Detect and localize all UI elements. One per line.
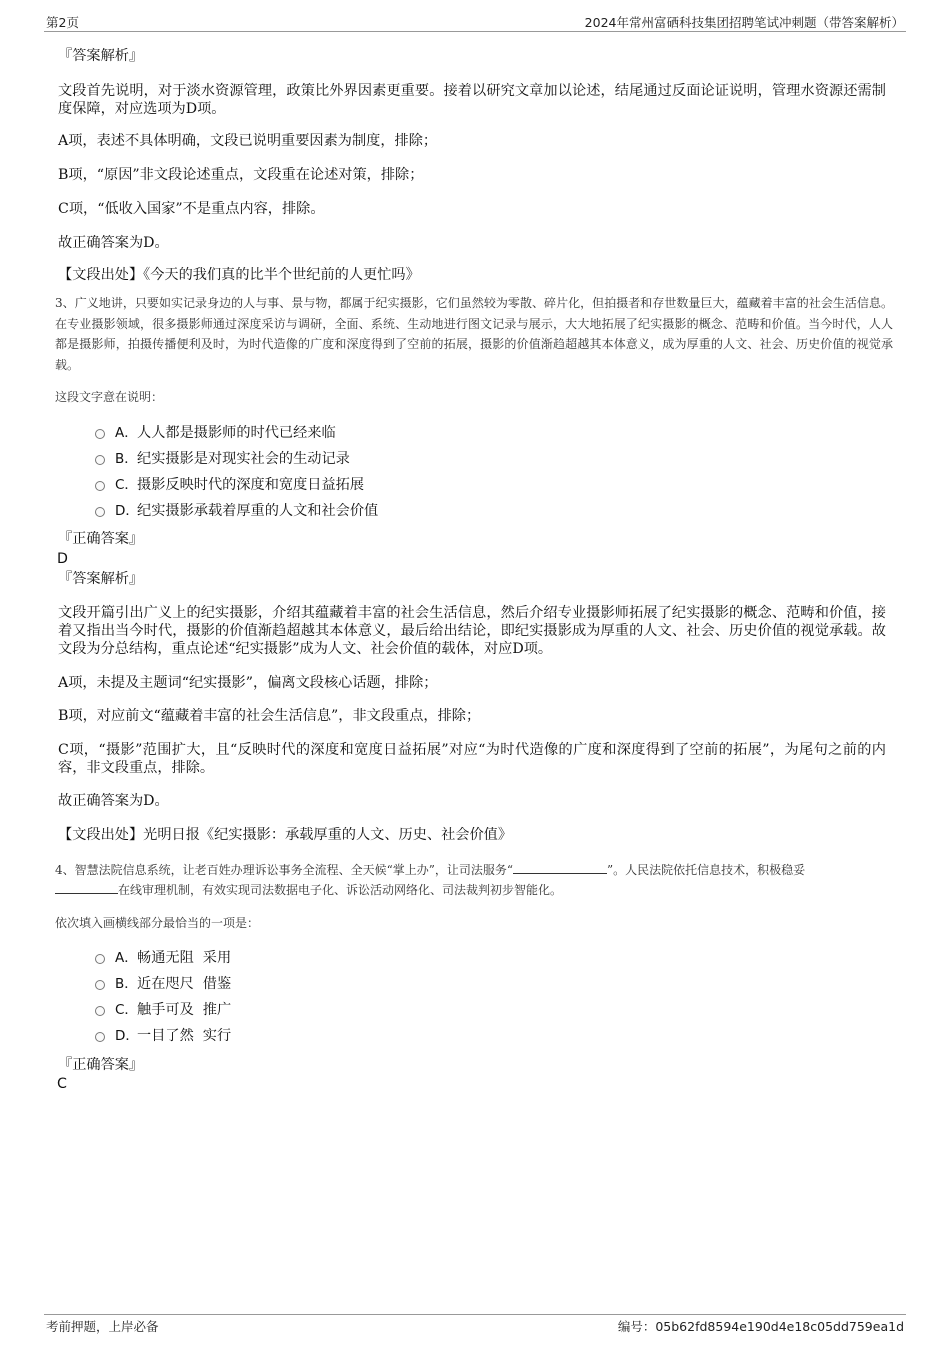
document-id: 编号：05b62fd8594e190d4e18c05dd759ea1d (617, 1319, 904, 1334)
q4-option-d[interactable]: D．一目了然 实行 (95, 1026, 231, 1046)
q3-source: 【文段出处】光明日报《纪实摄影：承载厚重的人文、历史、社会价值》 (58, 827, 513, 843)
radio-icon[interactable] (95, 481, 105, 491)
q3-option-d[interactable]: D．纪实摄影承载着厚重的人文和社会价值 (95, 501, 378, 521)
q2-conclusion: 故正确答案为D。 (58, 235, 169, 251)
q3-answer-label: 『正确答案』 (58, 531, 144, 547)
q4-option-c[interactable]: C．触手可及 推广 (95, 1000, 231, 1020)
q2-option-b-analysis: B项，“原因”非文段论述重点，文段重在论述对策，排除； (58, 167, 424, 183)
q4-answer-label: 『正确答案』 (58, 1057, 144, 1073)
q4-option-a[interactable]: A．畅通无阻 采用 (95, 948, 231, 968)
radio-icon[interactable] (95, 507, 105, 517)
q3-option-a-analysis: A项，未提及主题词“纪实摄影”，偏离文段核心话题，排除； (58, 675, 438, 691)
q4-stem-line1: 4、智慧法院信息系统，让老百姓办理诉讼事务全流程、全天候“掌上办”，让司法服务“ ”。人民法院依托信息技术，积极稳妥 (55, 860, 805, 879)
q2-source: 【文段出处】《今天的我们真的比半个世纪前的人更忙吗》 (58, 267, 420, 283)
page-footer (44, 1314, 906, 1335)
q3-conclusion: 故正确答案为D。 (58, 793, 169, 809)
q3-option-c-analysis: C项，“摄影”范围扩大，且“反映时代的深度和宽度日益拓展”对应“为时代造像的广度和深度得到了空前的拓展”，为尾句之前的内容，非文段重点，排除。 (58, 742, 886, 776)
radio-icon[interactable] (95, 429, 105, 439)
q4-answer: C (57, 1076, 67, 1092)
page-number: 第2页 (46, 15, 79, 30)
q3-answer: D (57, 551, 68, 567)
q3-analysis-label: 『答案解析』 (58, 571, 144, 587)
q2-option-a-analysis: A项，表述不具体明确，文段已说明重要因素为制度，排除； (58, 133, 438, 149)
fill-blank-1[interactable] (513, 860, 607, 874)
radio-icon[interactable] (95, 1032, 105, 1042)
q2-analysis-text: 文段首先说明，对于淡水资源管理，政策比外界因素更重要。接着以研究文章加以论述，结尾通过反面论证说明，管理水资源还需制度保障，对应选项为D项。 (58, 83, 886, 117)
page-header (44, 13, 906, 32)
radio-icon[interactable] (95, 954, 105, 964)
q3-stem: 3、广义地讲，只要如实记录身边的人与事、景与物，都属于纪实摄影，它们虽然较为零散、碎片化，但拍摄者和存世数量巨大，蕴藏着丰富的社会生活信息。在专业摄影领域，很多摄影师通过深度采访与调研，全面、系统、生动地进行图文记录与展示，大大地拓展了纪实摄影的概念、范畴和价值。当今时代，人人都是摄影师，拍摄传播便利及时，为时代造像的广度和深度得到了空前的拓展，摄影的价值渐趋超越其本体意义，成为厚重的人文、社会、历史价值的视觉承载。 (55, 296, 893, 372)
q4-stem-line2: 在线审理机制，有效实现司法数据电子化、诉讼活动网络化、司法裁判初步智能化。 (55, 880, 562, 899)
fill-blank-2[interactable] (55, 880, 118, 894)
q4-question: 依次填入画横线部分最恰当的一项是： (55, 916, 260, 930)
footer-slogan: 考前押题，上岸必备 (46, 1319, 159, 1334)
radio-icon[interactable] (95, 455, 105, 465)
q3-analysis-text: 文段开篇引出广义上的纪实摄影，介绍其蕴藏着丰富的社会生活信息，然后介绍专业摄影师拓展了纪实摄影的概念、范畴和价值，接着又指出当今时代，摄影的价值渐趋超越其本体意义，最后给出结论，即纪实摄影成为厚重的人文、社会、历史价值的视觉承载。故文段为分总结构，重点论述“纪实摄影”成为人文、社会价值的载体，对应D项。 (58, 605, 886, 657)
q4-option-b[interactable]: B．近在咫尺 借鉴 (95, 974, 231, 994)
q2-option-c-analysis: C项，“低收入国家”不是重点内容，排除。 (58, 201, 325, 217)
q2-analysis-label: 『答案解析』 (58, 48, 144, 64)
q3-option-b[interactable]: B．纪实摄影是对现实社会的生动记录 (95, 449, 350, 469)
document-title: 2024年常州富硒科技集团招聘笔试冲刺题（带答案解析） (584, 15, 904, 30)
q3-option-b-analysis: B项，对应前文“蕴藏着丰富的社会生活信息”，非文段重点，排除； (58, 708, 481, 724)
q3-option-a[interactable]: A．人人都是摄影师的时代已经来临 (95, 423, 336, 443)
radio-icon[interactable] (95, 1006, 105, 1016)
q3-question: 这段文字意在说明： (55, 390, 164, 404)
radio-icon[interactable] (95, 980, 105, 990)
q3-option-c[interactable]: C．摄影反映时代的深度和宽度日益拓展 (95, 475, 364, 495)
